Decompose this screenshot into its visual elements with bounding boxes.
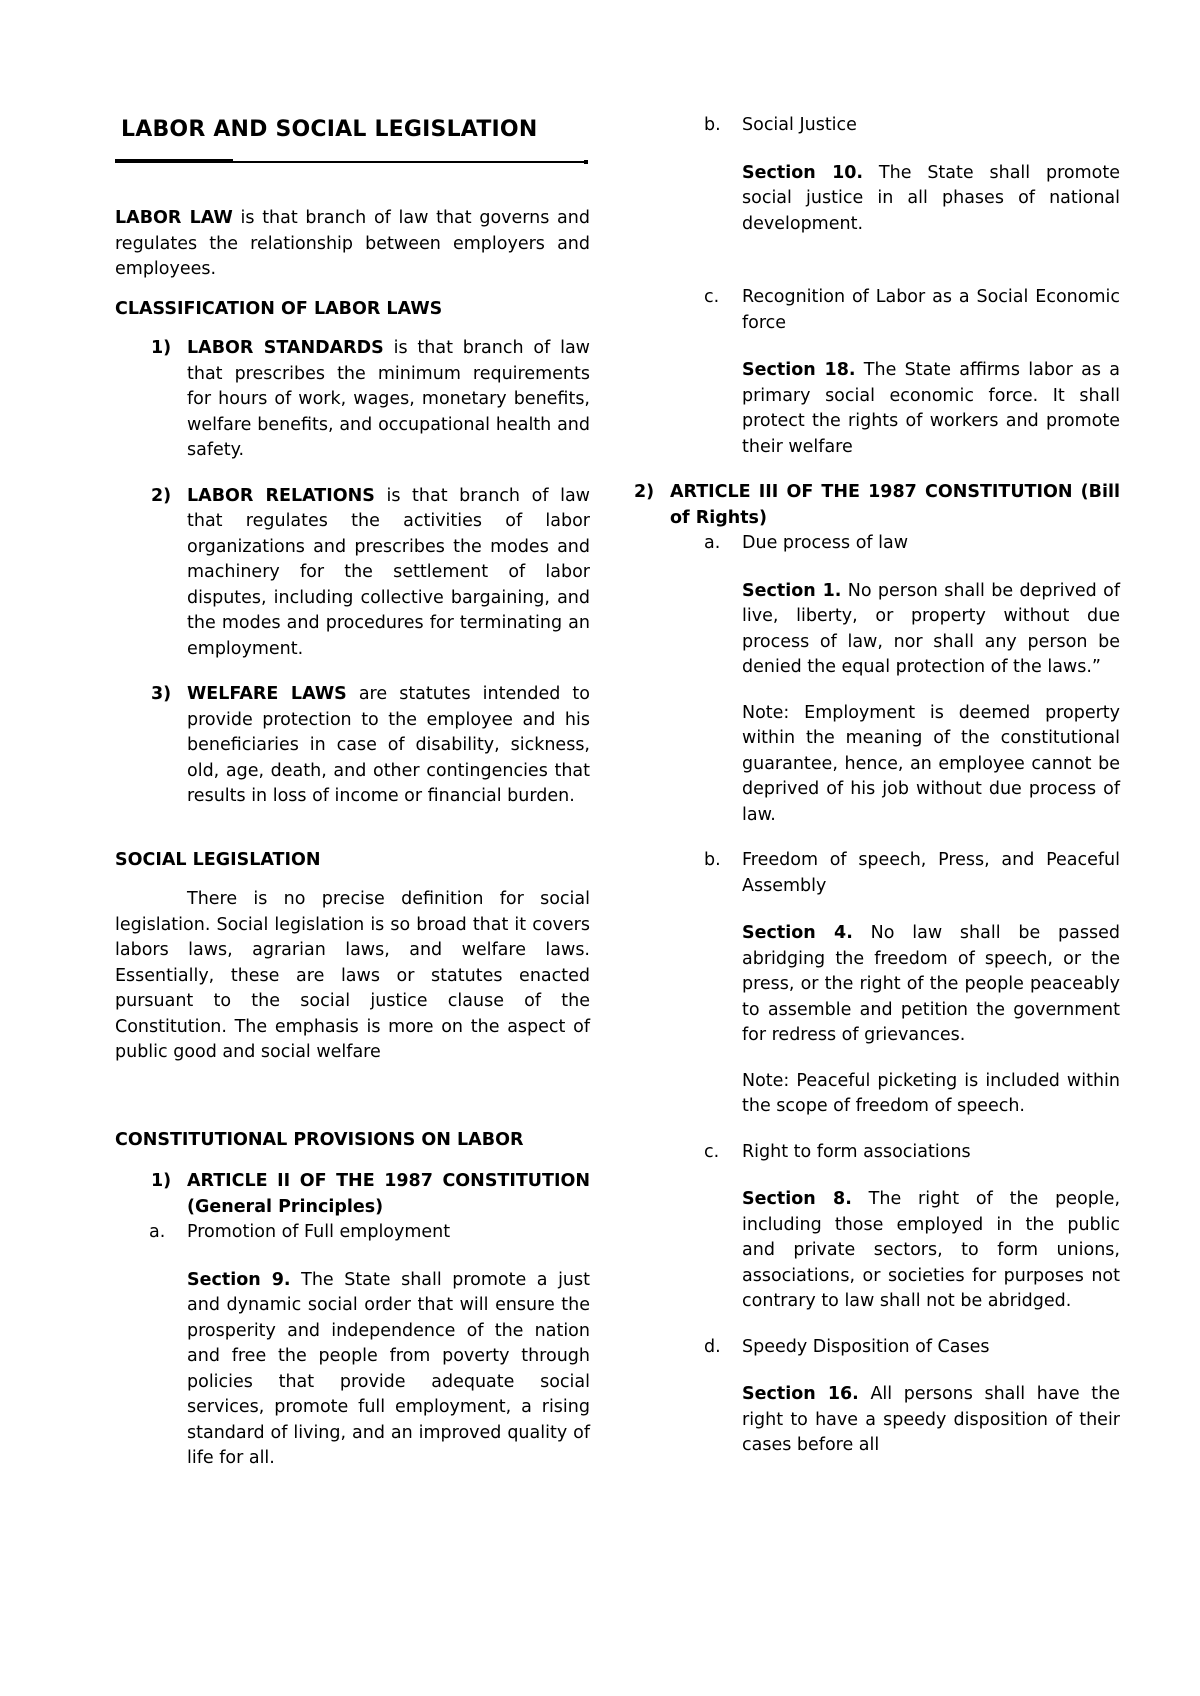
- article-iii-item-b: b. Freedom of speech, Press, and Peaceful Assembly: [704, 850, 1120, 896]
- article-ii-item-a: a. Promotion of Full employment: [149, 1222, 451, 1242]
- right-column: [634, 113, 1121, 1459]
- article-ii-item-b: b. Social Justice: [704, 115, 857, 135]
- classification-heading: CLASSIFICATION OF LABOR LAWS: [115, 298, 443, 319]
- article-iii-item-c: c. Right to form associations: [704, 1141, 971, 1162]
- article-iii-item-d: d. Speedy Disposition of Cases: [704, 1336, 990, 1357]
- section-10-text: Section 10. The State shall promote social justice in all phases of national development.: [742, 162, 1120, 234]
- constitutional-heading: CONSTITUTIONAL PROVISIONS ON LABOR: [115, 1129, 524, 1150]
- section-9-text: Section 9. The State shall promote a just and dynamic social order that will ensure the prosperity and independence of the nation and free the people from poverty through policies that provide adequate social services, promote full employment, a rising standard of living, and an improved quality of life for all.: [187, 1269, 590, 1468]
- classification-item: 2) LABOR RELATIONS is that branch of law that regulates the activities of labor organizations and prescribes the modes and machinery for the settlement of labor disputes, including collective bargaining, and the modes and procedures for terminating an employment.: [151, 485, 590, 659]
- title-underline: [115, 158, 585, 166]
- article-iii-heading: 2) ARTICLE III OF THE 1987 CONSTITUTION (Bill of Rights): [634, 482, 1120, 528]
- article-iii-item-a: a. Due process of law: [704, 533, 909, 553]
- classification-item: 3) WELFARE LAWS are statutes intended to provide protection to the employee and his beneficiaries in case of disability, sickness, old, age, death, and other contingencies that results in loss of income or financial burden.: [151, 684, 590, 806]
- document-title: LABOR AND SOCIAL LEGISLATION: [121, 117, 538, 142]
- left-column: [115, 110, 590, 1472]
- classification-item: 1) LABOR STANDARDS is that branch of law that prescribes the minimum requirements for hours of work, wages, monetary benefits, welfare benefits, and occupational health and safety.: [151, 338, 590, 460]
- section-8-text: Section 8. The right of the people, including those employed in the public and private sectors, to form unions, associations, or societies for purposes not contrary to law shall not be abridged.: [742, 1189, 1121, 1311]
- social-legislation-heading: SOCIAL LEGISLATION: [115, 849, 321, 870]
- picketing-note: Note: Peaceful picketing is included within the scope of freedom of speech.: [742, 1070, 1120, 1116]
- section-4-text: Section 4. No law shall be passed abridging the freedom of speech, or the press, or the right of the people peaceably to assemble and petition the government for redress of grievances.: [742, 923, 1120, 1045]
- article-ii-item-c: c. Recognition of Labor as a Social Economic force: [704, 287, 1120, 333]
- section-1-text: Section 1. No person shall be deprived of live, liberty, or property without due process of law, nor shall any person be denied the equal protection of the laws.”: [742, 580, 1120, 677]
- labor-law-definition: LABOR LAW is that branch of law that governs and regulates the relationship between employers and employees.: [115, 208, 590, 279]
- section-18-text: Section 18. The State affirms labor as a primary social economic force. It shall protect the rights of workers and promote their welfare: [742, 360, 1120, 457]
- article-ii-heading: 1) ARTICLE II OF THE 1987 CONSTITUTION (General Principles): [151, 1171, 590, 1217]
- due-process-note: Note: Employment is deemed property within the meaning of the constitutional guarantee, hence, an employee cannot be deprived of his job without due process of law.: [742, 702, 1120, 825]
- social-legislation-text: There is no precise definition for social legislation. Social legislation is so broad that it covers labors laws, agrarian laws, and welfare laws. Essentially, these are laws or statutes enacted pursuant to the social justice clause of the Constitution. The emphasis is more on the aspect of public good and social welfare: [115, 889, 590, 1062]
- section-16-text: Section 16. All persons shall have the right to have a speedy disposition of their cases before all: [742, 1384, 1120, 1455]
